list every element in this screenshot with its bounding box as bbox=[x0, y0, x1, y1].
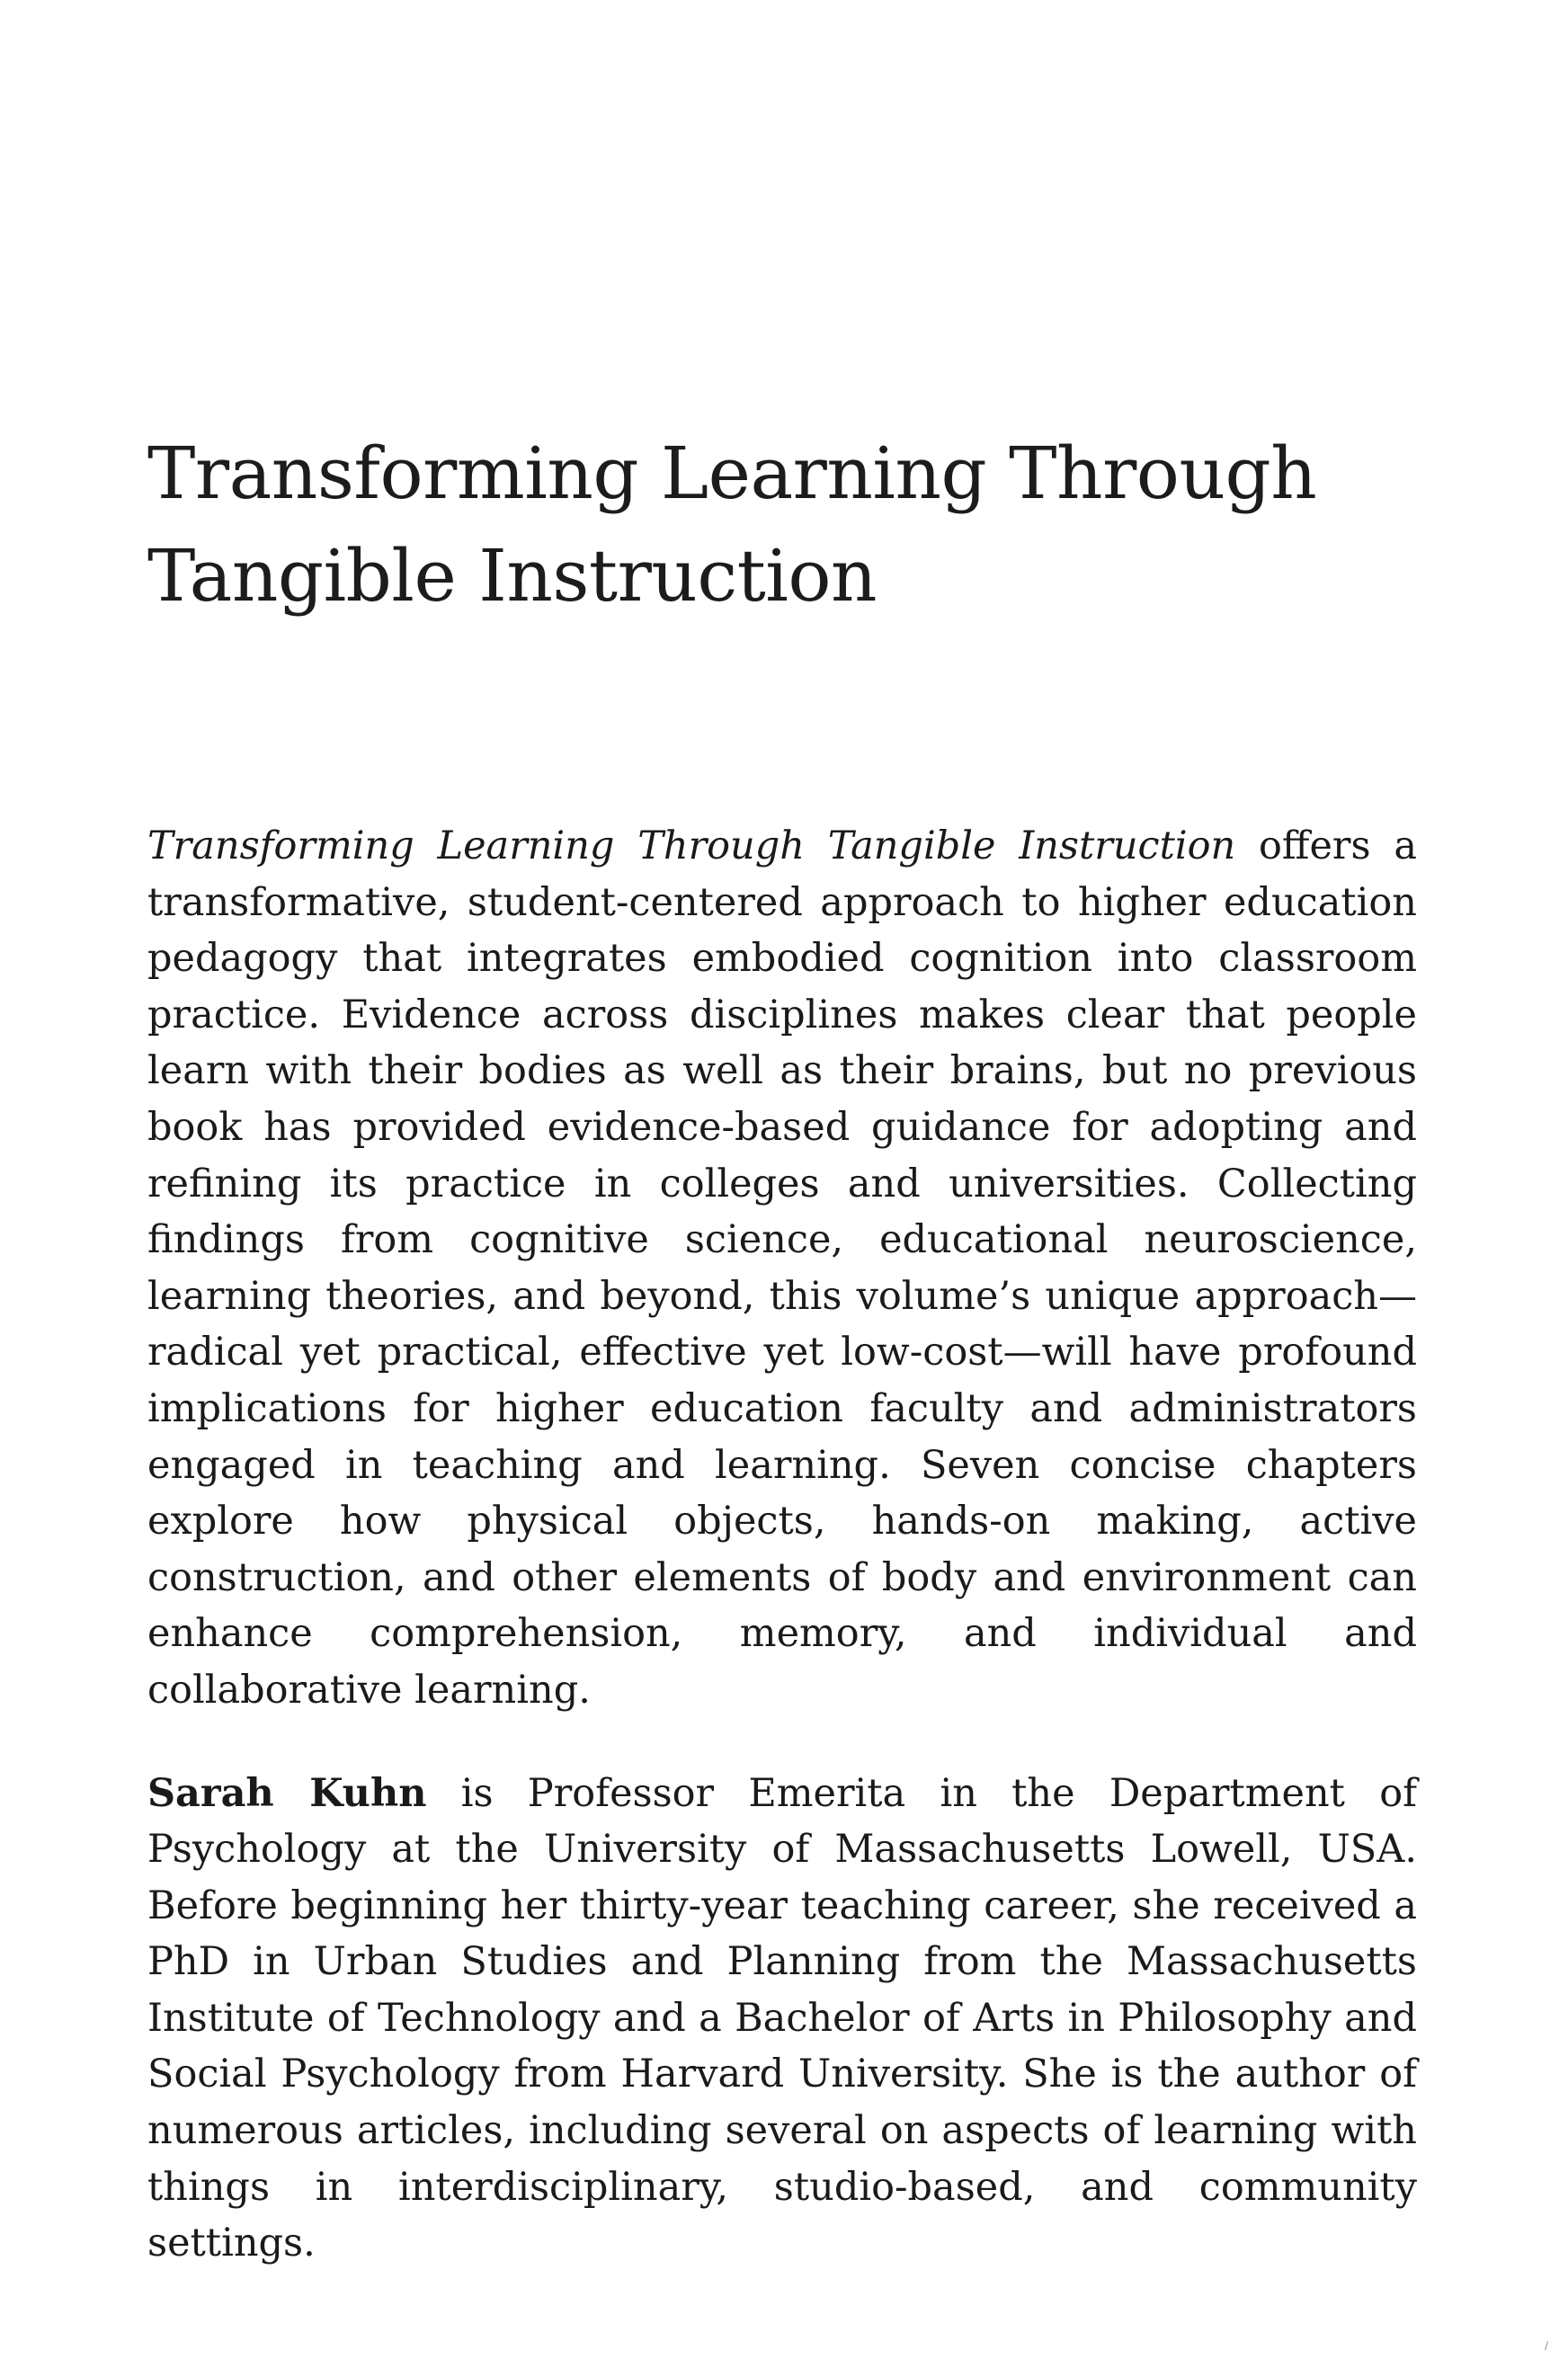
description-text: offers a transformative, student-centered approach to higher education pedagogy that integrates embodied cognition into classroom practice. Evidence across disciplines makes clear that people learn with their bodies as well as their brains, but no previous book has provided evidence-based guidance for adopting and refining its practice in colleges and universities. Collecting findings from cognitive science, educational neuroscience, learning theories, and beyond, this volume’s unique approach—radical yet practical, effective yet low-cost—will have profound implications for higher education faculty and administrators engaged in teaching and learning. Seven concise chapters explore how physical objects, hands-on making, active construction, and other elements of body and environment can enhance comprehension, memory, and individual and collaborative learning. bbox=[147, 823, 1418, 1713]
title-line-2: Tangible Instruction bbox=[147, 534, 878, 618]
page-curl-icon: ∕ bbox=[1545, 2339, 1549, 2352]
author-name: Sarah Kuhn bbox=[147, 1770, 427, 1816]
book-description bbox=[147, 818, 1417, 1719]
title-line-1: Transforming Learning Through bbox=[147, 432, 1317, 515]
page-title bbox=[147, 423, 1424, 628]
author-bio-text: is Professor Emerita in the Department of Psychology at the University of Massachusetts Lowell, USA. Before beginning her thirty-year teaching career, she received a PhD in Urban Studies and Planning from the Massachusetts Institute of Technology and a Bachelor of Arts in Philosophy and Social Psychology from Harvard University. She is the author of numerous articles, including several on aspects of learning with things in interdisciplinary, studio-based, and community settings. bbox=[147, 1770, 1417, 2266]
author-bio bbox=[147, 1766, 1417, 2272]
back-cover-text bbox=[147, 818, 1417, 2272]
book-title-italic: Transforming Learning Through Tangible Instruction bbox=[147, 823, 1236, 868]
